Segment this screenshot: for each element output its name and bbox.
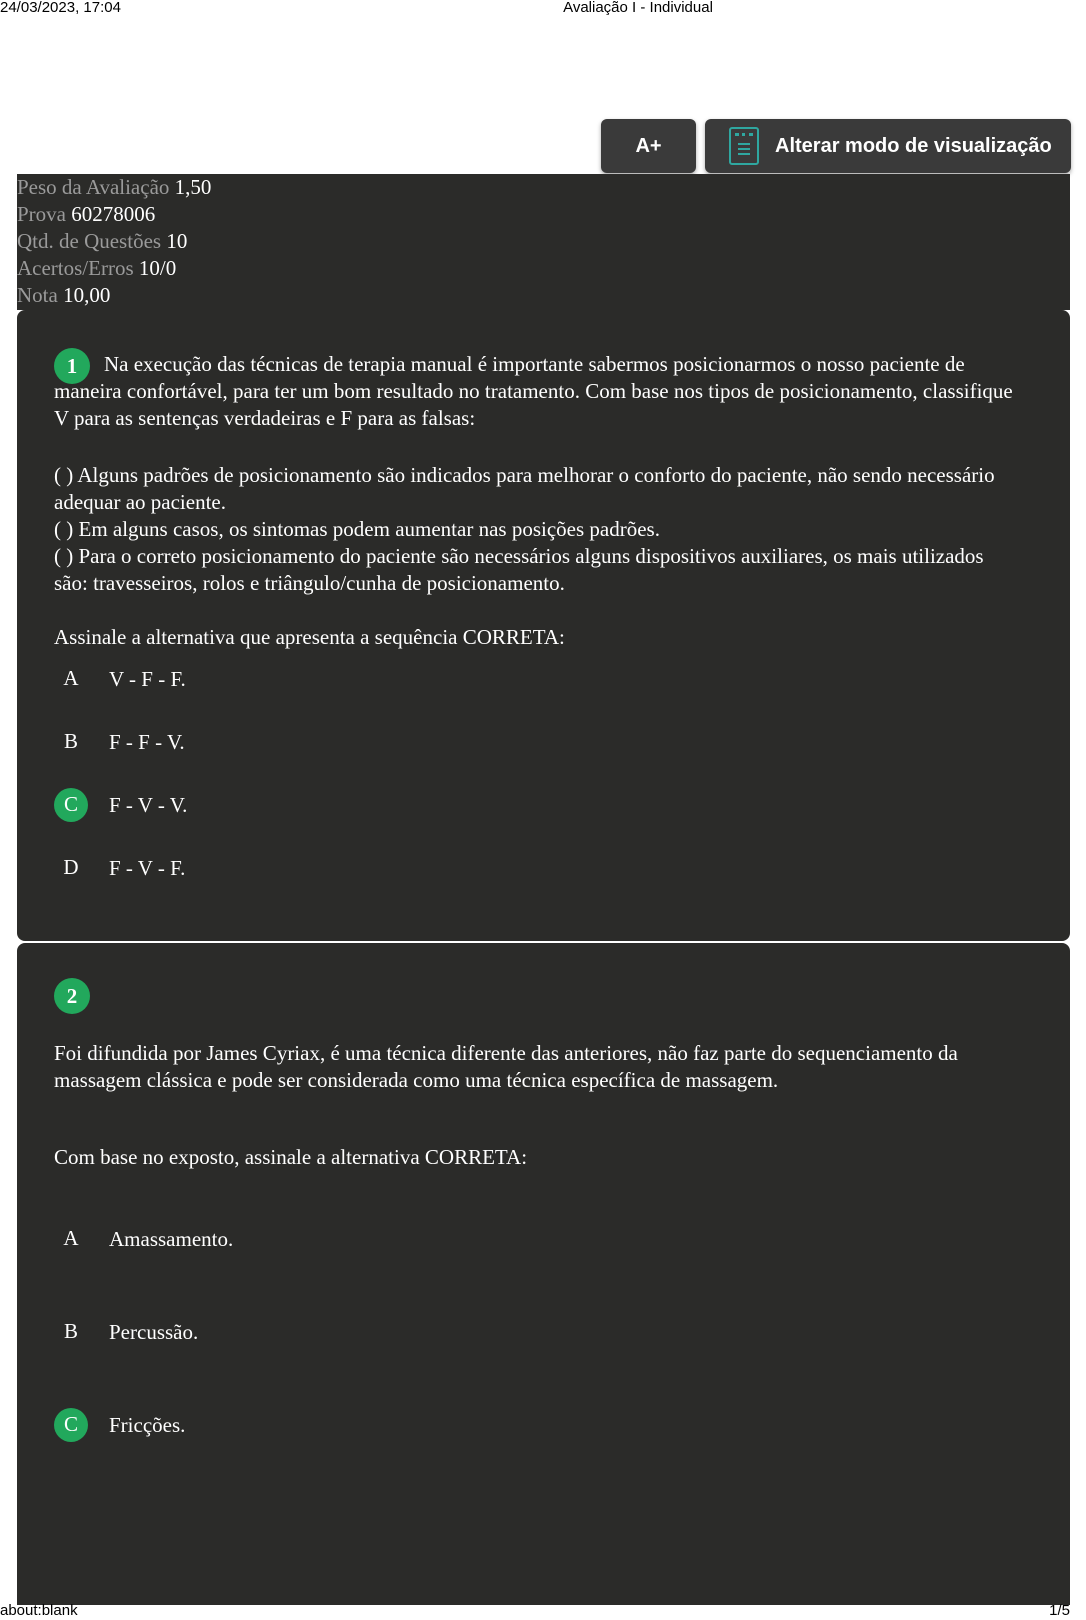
font-size-button[interactable] bbox=[601, 119, 696, 173]
summary-weight: Peso da Avaliação 1,50 bbox=[17, 175, 212, 199]
question-statement: ( ) Para o correto posicionamento do paciente são necessários alguns dispositivos auxiliares, os mais utilizados são: travesseiros, rolos e triângulo/cunha de posicionamento. bbox=[54, 544, 984, 595]
question-prompt: Assinale a alternativa que apresenta a sequência CORRETA: bbox=[54, 625, 565, 649]
document-icon bbox=[729, 127, 759, 165]
option-c[interactable] bbox=[54, 1412, 954, 1448]
option-text: Percussão. bbox=[109, 1320, 199, 1344]
summary-grade: Nota 10,00 bbox=[17, 283, 111, 307]
view-mode-label: Alterar modo de visualização bbox=[775, 134, 1052, 157]
question-prompt: Com base no exposto, assinale a alternativa CORRETA: bbox=[54, 1145, 528, 1169]
print-header bbox=[0, 0, 1086, 16]
option-d[interactable] bbox=[54, 855, 954, 891]
option-letter: D bbox=[63, 855, 79, 879]
exam-summary bbox=[17, 174, 1070, 310]
option-b[interactable] bbox=[54, 1319, 954, 1355]
print-datetime: 24/03/2023, 17:04 bbox=[0, 0, 121, 16]
option-letter: A bbox=[63, 666, 79, 690]
option-c[interactable] bbox=[54, 792, 954, 828]
question-card-1 bbox=[17, 310, 1070, 941]
question-statement: ( ) Em alguns casos, os sintomas podem aumentar nas posições padrões. bbox=[54, 517, 660, 541]
correct-answer-badge: C bbox=[54, 788, 88, 822]
print-footer bbox=[0, 1602, 1086, 1620]
option-a[interactable] bbox=[54, 666, 954, 702]
print-url: about:blank bbox=[0, 1602, 78, 1619]
option-text: Fricções. bbox=[109, 1413, 186, 1437]
option-text: Amassamento. bbox=[109, 1227, 234, 1251]
summary-exam-id: Prova 60278006 bbox=[17, 202, 156, 226]
option-text: V - F - F. bbox=[109, 667, 186, 691]
question-number-badge: 1 bbox=[54, 348, 90, 384]
option-text: F - V - V. bbox=[109, 793, 188, 817]
toolbar bbox=[601, 119, 1071, 173]
summary-question-count: Qtd. de Questões 10 bbox=[17, 229, 188, 253]
option-b[interactable] bbox=[54, 729, 954, 765]
print-page-number: 1/5 bbox=[1049, 1602, 1070, 1619]
option-a[interactable] bbox=[54, 1226, 954, 1262]
question-statement: ( ) Alguns padrões de posicionamento são indicados para melhorar o conforto do paciente, não sendo necessário adequar ao paciente. bbox=[54, 463, 995, 514]
summary-score-ratio: Acertos/Erros 10/0 bbox=[17, 256, 177, 280]
option-text: F - V - F. bbox=[109, 856, 186, 880]
question-card-2 bbox=[17, 943, 1070, 1605]
font-size-label: A+ bbox=[635, 134, 662, 157]
print-doc-title: Avaliação I - Individual bbox=[563, 0, 713, 16]
question-intro: Foi difundida por James Cyriax, é uma técnica diferente das anteriores, não faz parte do sequenciamento da massagem clássica e pode ser considerada como uma técnica específica de massagem. bbox=[54, 1041, 958, 1092]
question-number-badge: 2 bbox=[54, 978, 90, 1014]
option-text: F - F - V. bbox=[109, 730, 185, 754]
option-letter: A bbox=[63, 1226, 79, 1250]
option-letter: B bbox=[63, 729, 78, 753]
option-letter: B bbox=[63, 1319, 78, 1343]
view-mode-button[interactable] bbox=[705, 119, 1071, 173]
question-intro: Na execução das técnicas de terapia manual é importante sabermos posicionarmos o nosso paciente de maneira confortável, para ter um bom resultado no tratamento. Com base nos tipos de posicionamento, classifique V para as sentenças verdadeiras e F para as falsas: bbox=[54, 352, 1013, 430]
correct-answer-badge: C bbox=[54, 1408, 88, 1442]
